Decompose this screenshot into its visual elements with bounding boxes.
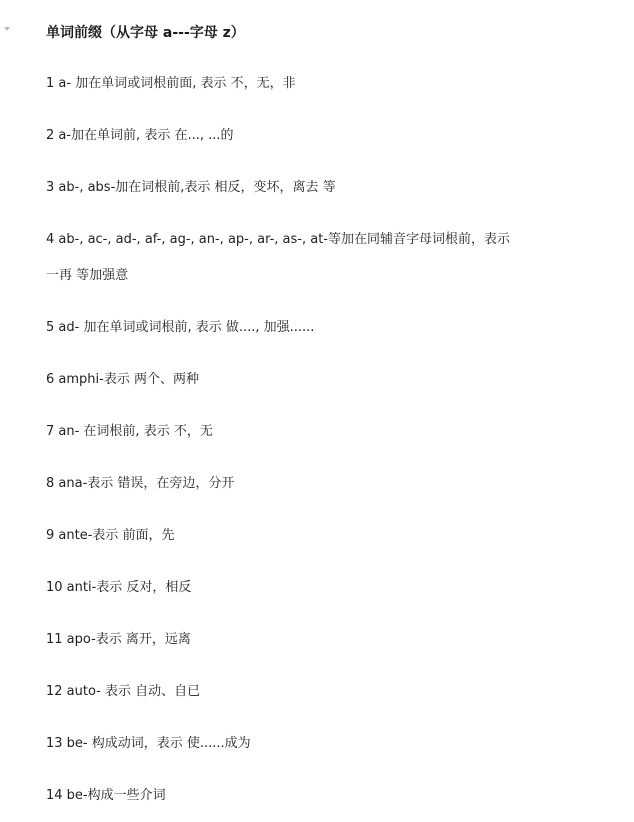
entry-text: 1 a- 加在单词或词根前面, 表示 不，无，非: [46, 76, 296, 91]
list-item: [46, 526, 175, 546]
list-item: [46, 682, 200, 702]
list-item: [46, 178, 336, 198]
entry-text: 10 anti-表示 反对，相反: [46, 580, 192, 595]
entry-text: 6 amphi-表示 两个、两种: [46, 372, 199, 387]
entry-text-continued: 一再 等加强意: [46, 268, 129, 283]
entry-text: 8 ana-表示 错误，在旁边，分开: [46, 476, 235, 491]
entry-text: 11 apo-表示 离开，远离: [46, 632, 191, 647]
entry-text: 14 be-构成一些介词: [46, 788, 166, 803]
entry-text: 12 auto- 表示 自动、自已: [46, 684, 201, 699]
entry-text: 3 ab-, abs-加在词根前,表示 相反，变坏，离去 等: [46, 180, 336, 195]
entry-text: 7 an- 在词根前, 表示 不，无: [46, 424, 213, 439]
list-item: [46, 74, 296, 94]
list-item: [46, 734, 251, 754]
list-item: [46, 578, 191, 598]
list-item: [46, 318, 314, 338]
list-item: [46, 422, 213, 442]
entry-text: 4 ab-, ac-, ad-, af-, ag-, an-, ap-, ar-, as-, at-等加在同辅音字母词根前，表示: [46, 232, 511, 247]
entry-text: 9 ante-表示 前面，先: [46, 528, 175, 543]
list-item: [46, 786, 166, 806]
list-item: [46, 370, 199, 390]
document-title: 单词前缀（从字母 a---字母 z）: [46, 25, 245, 41]
entry-text: 13 be- 构成动词，表示 使......成为: [46, 736, 251, 751]
list-item: [46, 630, 191, 650]
chevron-down-icon[interactable]: [4, 27, 10, 31]
list-item: [46, 230, 510, 286]
list-item: [46, 474, 234, 494]
list-item: [46, 126, 234, 146]
entry-text: 5 ad- 加在单词或词根前, 表示 做...., 加强......: [46, 320, 315, 335]
entry-text: 2 a-加在单词前, 表示 在..., ...的: [46, 128, 234, 143]
